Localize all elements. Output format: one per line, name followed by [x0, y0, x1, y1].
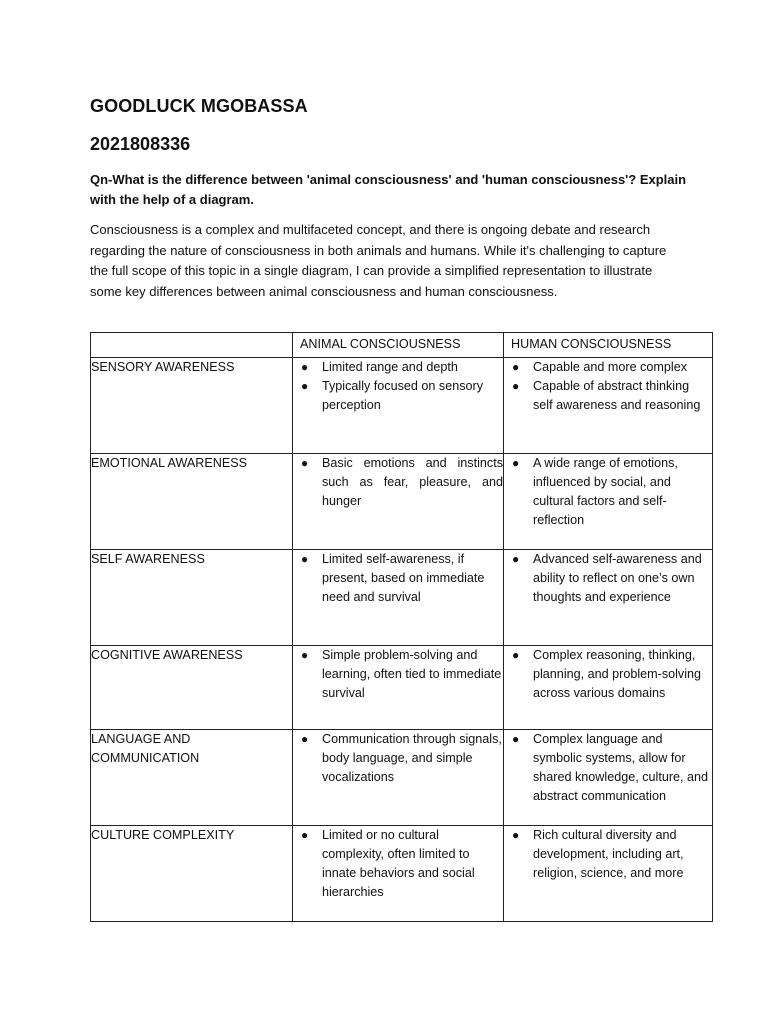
- category-cell: COGNITIVE AWARENESS: [91, 646, 293, 730]
- list-item: ● Complex language and symbolic systems, allow for shared knowledge, culture, and abstract communication: [512, 732, 709, 803]
- list-item: ● Limited self-awareness, if present, based on immediate need and survival: [301, 552, 485, 604]
- category-cell: SENSORY AWARENESS: [91, 358, 293, 454]
- animal-cell: [293, 646, 504, 730]
- comparison-table: [90, 332, 713, 922]
- bullet-icon: ●: [301, 732, 309, 746]
- human-cell: [504, 646, 713, 730]
- animal-cell: [293, 730, 504, 826]
- header-cell-human: HUMAN CONSCIOUSNESS: [504, 333, 713, 358]
- human-cell: [504, 358, 713, 454]
- animal-cell: [293, 826, 504, 922]
- bullet-icon: ●: [301, 552, 309, 566]
- bullet-icon: ●: [512, 456, 520, 470]
- bullet-icon: ●: [301, 648, 309, 662]
- list-item: ● Communication through signals, body language, and simple vocalizations: [301, 732, 502, 784]
- question-text: Qn-What is the difference between 'animal consciousness' and 'human consciousness'? Explain with the help of a diagram.: [90, 172, 687, 207]
- table-header-row: [91, 333, 713, 358]
- bullet-icon: ●: [512, 378, 520, 393]
- header-cell-animal: ANIMAL CONSCIOUSNESS: [293, 333, 504, 358]
- table-row: [91, 826, 713, 922]
- bullet-icon: ●: [512, 828, 520, 842]
- human-cell: [504, 454, 713, 550]
- table-row: [91, 358, 713, 454]
- list-item: ● Advanced self-awareness and ability to reflect on one’s own thoughts and experience: [512, 552, 702, 604]
- table-row: [91, 646, 713, 730]
- header-cell-category: [91, 333, 293, 358]
- table-row: [91, 550, 713, 646]
- bullet-icon: ●: [301, 456, 309, 470]
- category-cell: LANGUAGE AND COMMUNICATION: [91, 730, 293, 826]
- animal-cell: [293, 358, 504, 454]
- human-cell: [504, 730, 713, 826]
- table-row: [91, 454, 713, 550]
- bullet-icon: ●: [301, 360, 309, 374]
- list-item: ● Capable of abstract thinking self awareness and reasoning: [512, 378, 701, 412]
- animal-cell: [293, 454, 504, 550]
- list-item: ● Simple problem-solving and learning, often tied to immediate survival: [301, 648, 502, 700]
- bullet-icon: ●: [512, 552, 520, 566]
- bullet-icon: ●: [512, 732, 520, 746]
- intro-paragraph: Consciousness is a complex and multifaceted concept, and there is ongoing debate and research regarding the nature of consciousness in both animals and humans. While it's challenging to capture the full scope of this topic in a single diagram, I can provide a simplified representation to illustrate some key differences between animal consciousness and human consciousness.: [90, 222, 667, 299]
- category-cell: SELF AWARENESS: [91, 550, 293, 646]
- list-item: ● Typically focused on sensory perception: [301, 378, 484, 412]
- list-item: ● Rich cultural diversity and development, including art, religion, science, and more: [512, 828, 684, 880]
- human-cell: [504, 550, 713, 646]
- bullet-icon: ●: [301, 828, 309, 842]
- bullet-icon: ●: [512, 648, 520, 662]
- list-item: ● A wide range of emotions, influenced by social, and cultural factors and self-reflection: [512, 456, 678, 527]
- list-item: ● Basic emotions and instincts such as fear, pleasure, and hunger: [301, 456, 503, 508]
- bullet-icon: ●: [301, 378, 309, 393]
- list-item: ● Capable and more complex: [504, 358, 712, 377]
- category-cell: EMOTIONAL AWARENESS: [91, 454, 293, 550]
- human-cell: [504, 826, 713, 922]
- list-item: ● Limited range and depth: [293, 358, 503, 377]
- table-row: [91, 730, 713, 826]
- bullet-icon: ●: [512, 360, 520, 374]
- category-cell: CULTURE COMPLEXITY: [91, 826, 293, 922]
- list-item: ● Complex reasoning, thinking, planning, and problem-solving across various domains: [512, 648, 702, 700]
- student-id: 2021808336: [90, 134, 191, 154]
- animal-cell: [293, 550, 504, 646]
- author-name: GOODLUCK MGOBASSA: [90, 96, 308, 116]
- list-item: ● Limited or no cultural complexity, often limited to innate behaviors and social hierarchies: [301, 828, 475, 899]
